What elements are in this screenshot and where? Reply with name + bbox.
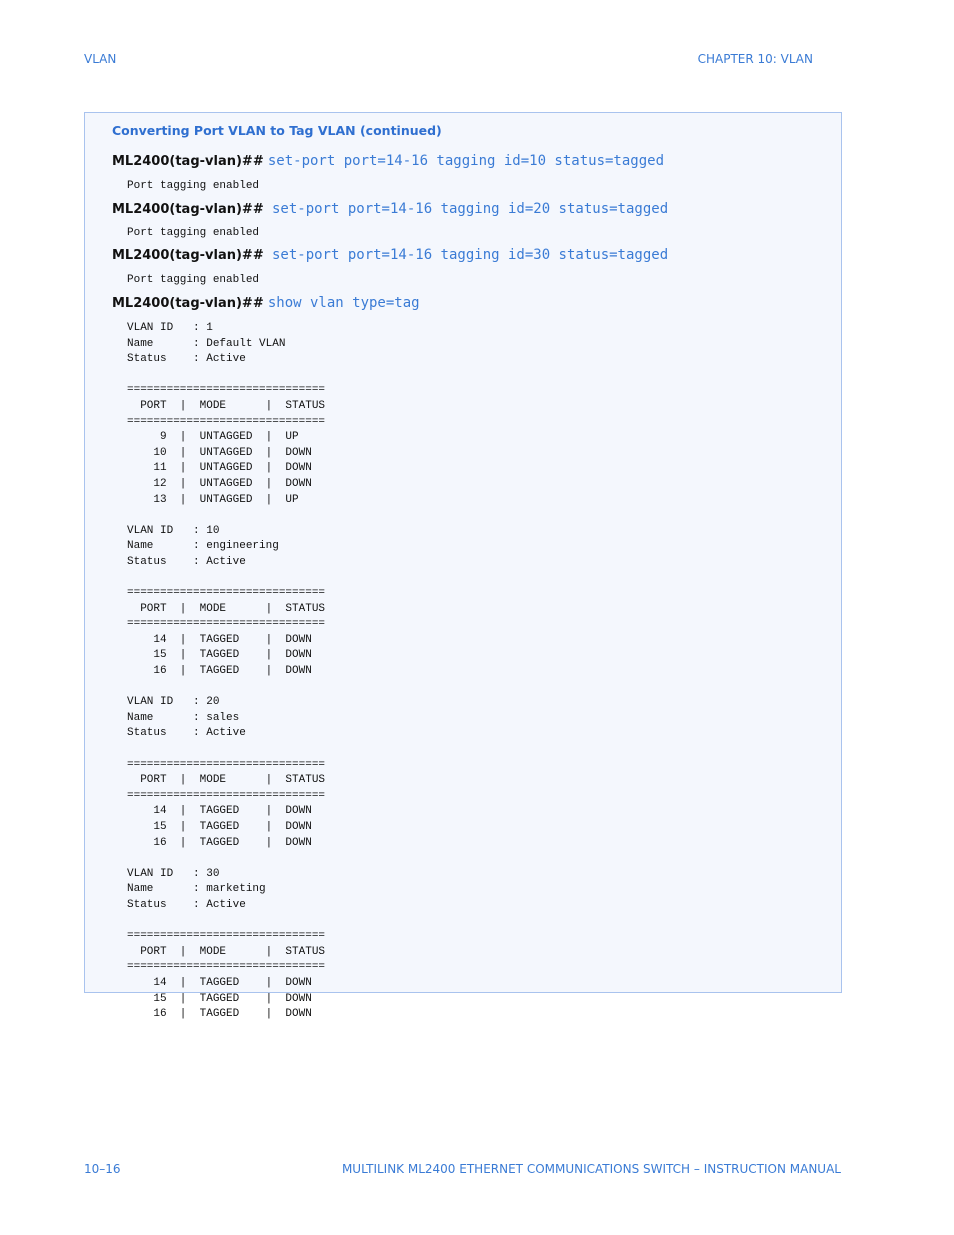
output-line: Status : Active — [127, 727, 246, 740]
output-line — [127, 508, 325, 524]
output-line: 13 | UNTAGGED | UP — [127, 493, 299, 506]
output-line: PORT | MODE | STATUS — [127, 399, 326, 412]
command-input: show vlan type=tag — [267, 295, 420, 311]
output-line: VLAN ID : 20 — [127, 696, 220, 709]
output-line: ============================== — [127, 930, 326, 943]
output-line — [127, 368, 325, 384]
command-prompt: ML2400(tag-vlan)## — [112, 202, 264, 217]
output-line: Status : Active — [127, 898, 246, 911]
command-prompt: ML2400(tag-vlan)## — [112, 296, 264, 311]
output-line: ============================== — [127, 587, 326, 600]
output-line: ============================== — [127, 789, 326, 802]
output-line: 15 | TAGGED | DOWN — [127, 649, 312, 662]
vlan-table-output — [127, 321, 325, 1023]
output-line: 14 | TAGGED | DOWN — [127, 633, 312, 646]
command-prompt: ML2400(tag-vlan)## — [112, 154, 264, 169]
output-line: PORT | MODE | STATUS — [127, 774, 326, 787]
output-line: ============================== — [127, 384, 326, 397]
output-line: Name : sales — [127, 711, 240, 724]
output-line — [127, 851, 325, 867]
example-box — [84, 112, 842, 1021]
output-line — [127, 571, 325, 587]
header-chapter-label: CHAPTER 10: VLAN — [697, 52, 813, 66]
output-line — [127, 742, 325, 758]
output-line: Status : Active — [127, 555, 246, 568]
output-line — [127, 680, 325, 696]
command-output — [127, 179, 259, 195]
output-line: ============================== — [127, 415, 326, 428]
output-line: VLAN ID : 10 — [127, 524, 220, 537]
output-line: Status : Active — [127, 353, 246, 366]
output-line: 10 | UNTAGGED | DOWN — [127, 446, 312, 459]
output-line: ============================== — [127, 758, 326, 771]
command-line — [112, 295, 420, 311]
output-line: Port tagging enabled — [127, 227, 260, 239]
output-line: 15 | TAGGED | DOWN — [127, 992, 312, 1005]
output-line: Port tagging enabled — [127, 274, 260, 286]
output-line: 9 | UNTAGGED | UP — [127, 431, 299, 444]
output-line: Port tagging enabled — [127, 180, 260, 192]
command-line — [112, 201, 668, 217]
output-line: VLAN ID : 1 — [127, 322, 213, 334]
command-output — [127, 226, 259, 242]
command-output — [127, 273, 259, 289]
output-line: Name : marketing — [127, 883, 266, 896]
command-input: set-port port=14-16 tagging id=10 status=tagged — [267, 153, 665, 169]
output-line: ============================== — [127, 961, 326, 974]
command-line — [112, 153, 664, 169]
output-line: 16 | TAGGED | DOWN — [127, 665, 312, 678]
output-line: ============================== — [127, 618, 326, 631]
output-line: 12 | UNTAGGED | DOWN — [127, 477, 312, 490]
example-title: Converting Port VLAN to Tag VLAN (continued) — [112, 123, 442, 138]
page-number: 10–16 — [84, 1162, 121, 1176]
output-line: VLAN ID : 30 — [127, 867, 220, 880]
command-input: set-port port=14-16 tagging id=30 status=tagged — [271, 247, 669, 263]
output-line: Name : engineering — [127, 540, 279, 553]
header-section-label: VLAN — [84, 52, 117, 66]
output-line: 16 | TAGGED | DOWN — [127, 836, 312, 849]
command-prompt: ML2400(tag-vlan)## — [112, 248, 264, 263]
output-line: Name : Default VLAN — [127, 337, 286, 350]
output-line: 14 | TAGGED | DOWN — [127, 805, 312, 818]
output-line: PORT | MODE | STATUS — [127, 602, 326, 615]
manual-title: MULTILINK ML2400 ETHERNET COMMUNICATIONS SWITCH – INSTRUCTION MANUAL — [341, 1162, 841, 1176]
output-line: 15 | TAGGED | DOWN — [127, 821, 312, 833]
output-line: 14 | TAGGED | DOWN — [127, 976, 312, 989]
output-line — [127, 914, 325, 930]
command-input: set-port port=14-16 tagging id=20 status=tagged — [271, 201, 669, 217]
command-line — [112, 247, 668, 263]
output-line: 16 | TAGGED | DOWN — [127, 1008, 312, 1021]
output-line: 11 | UNTAGGED | DOWN — [127, 462, 312, 475]
output-line: PORT | MODE | STATUS — [127, 945, 326, 958]
